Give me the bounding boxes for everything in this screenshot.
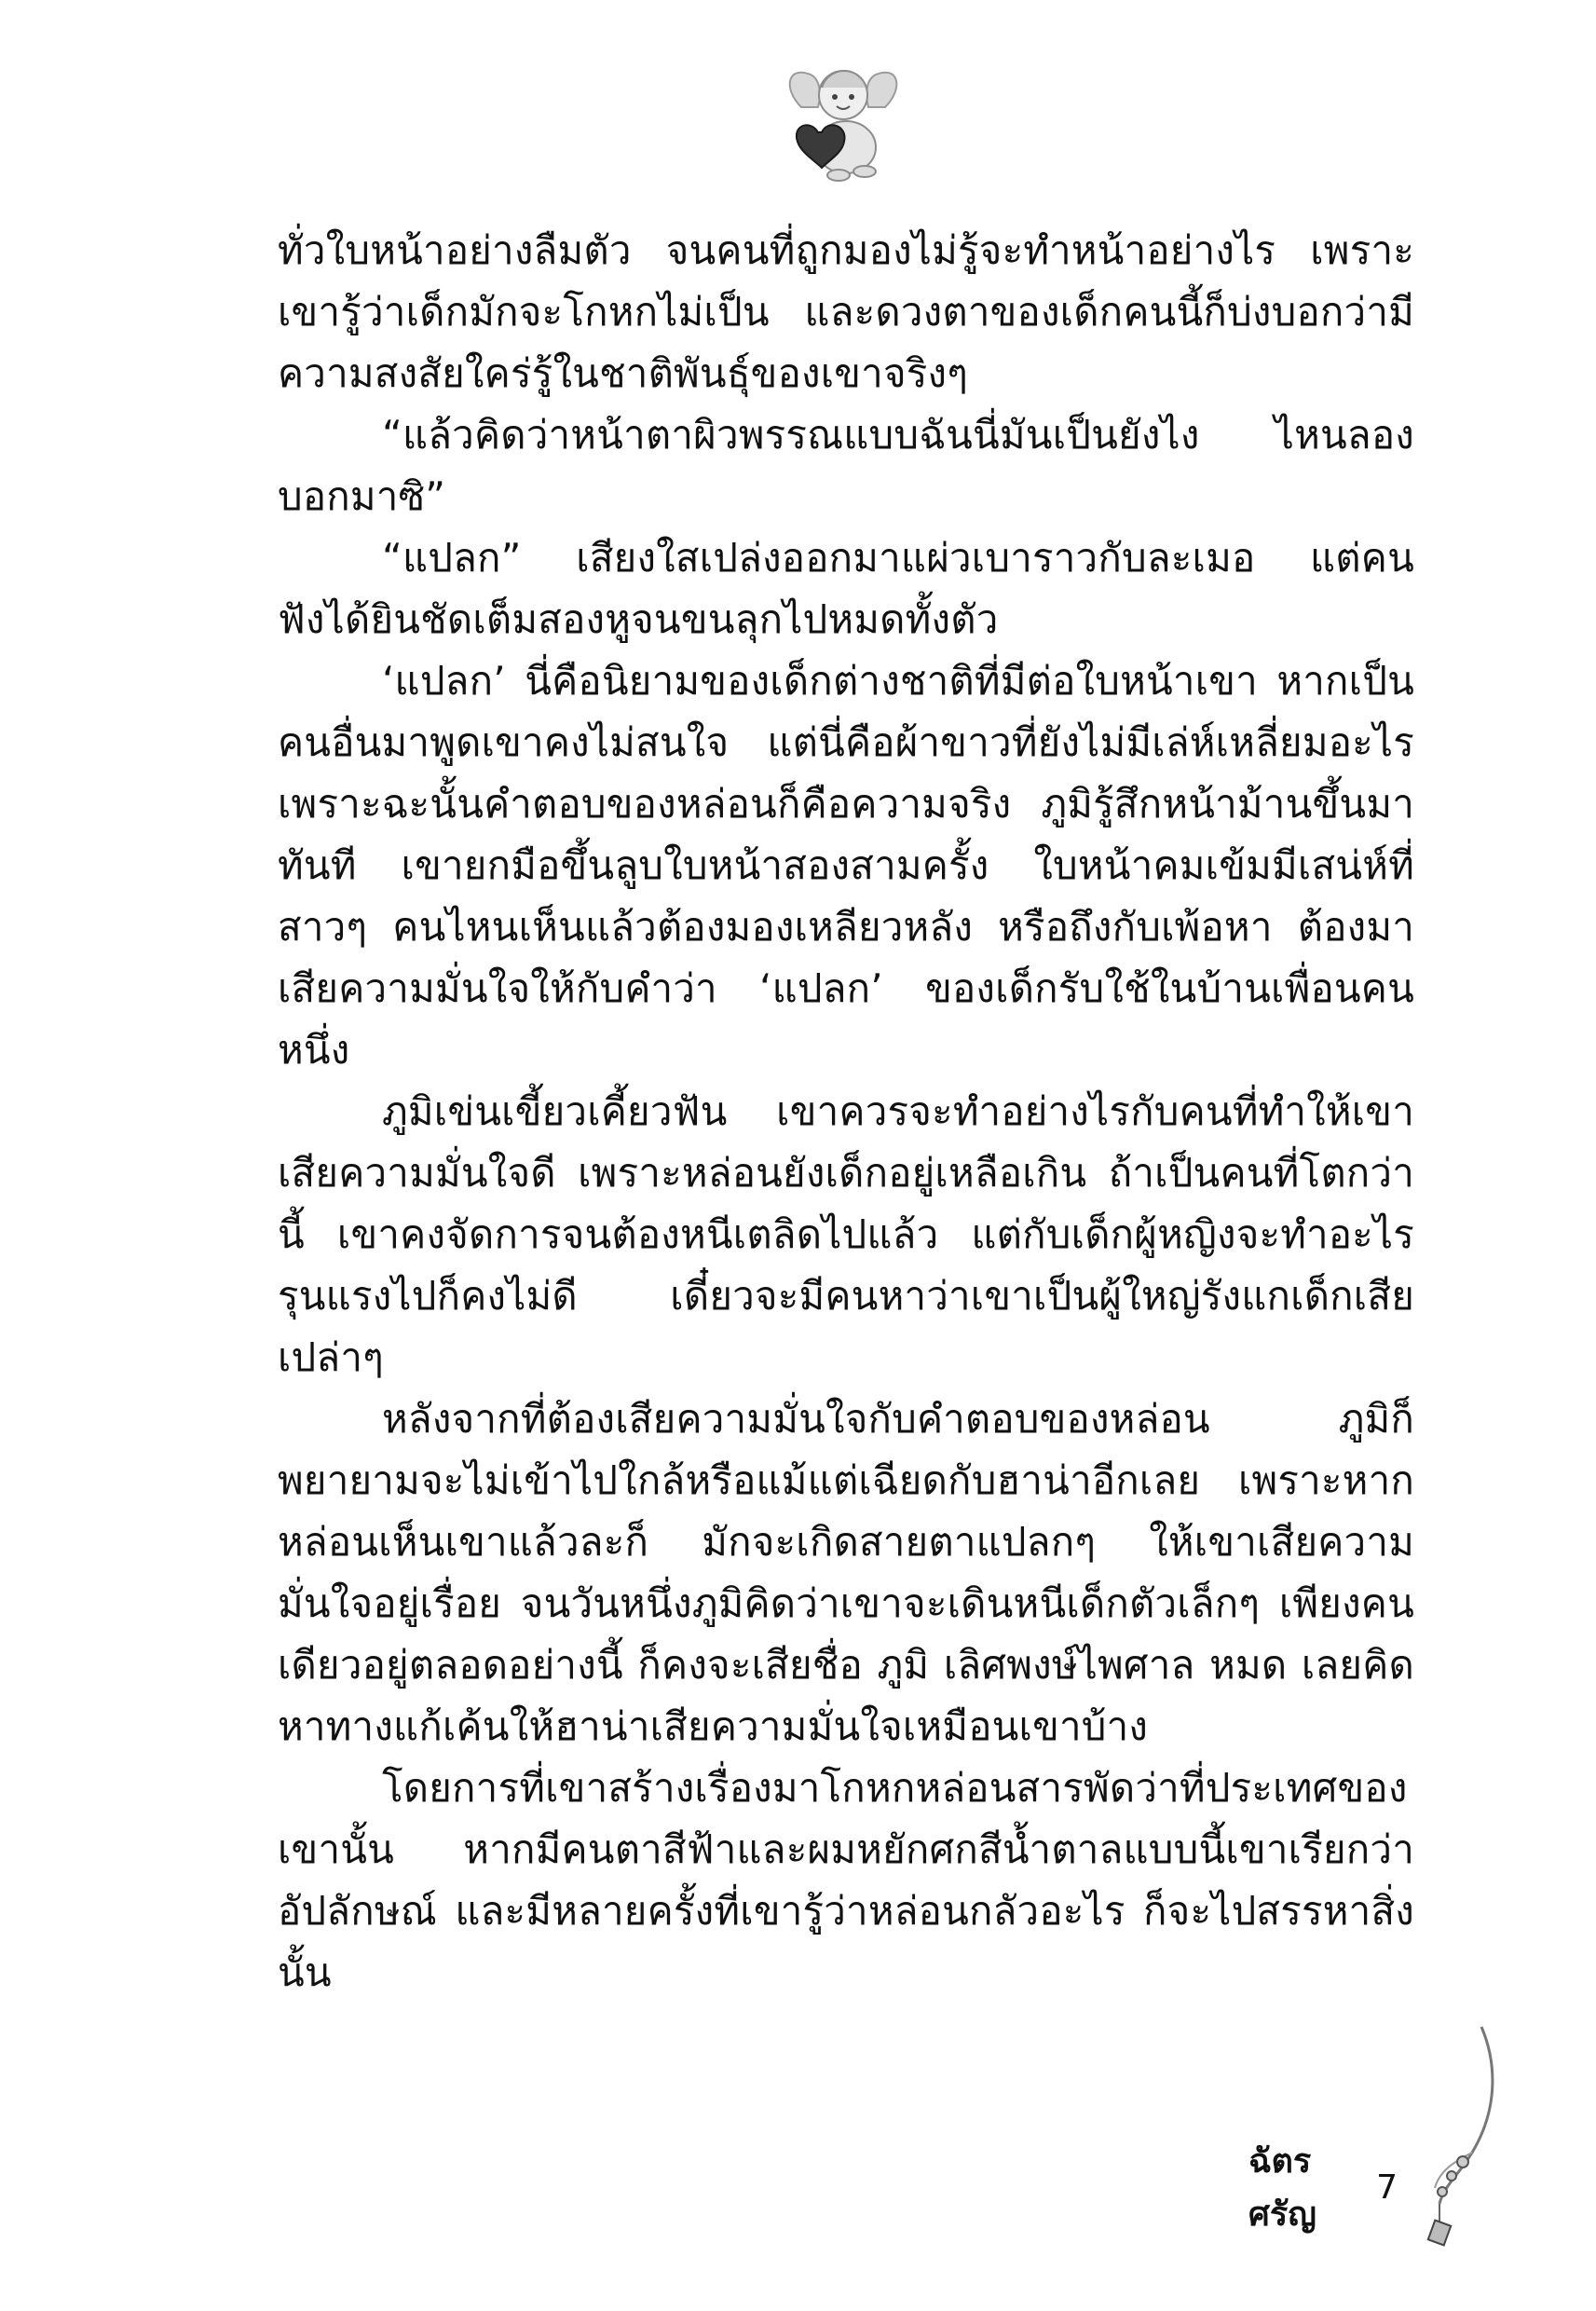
page-number: 7 [1376,2167,1398,2207]
hanging-jewelry-icon [1407,2022,1509,2274]
body-text [278,220,1414,2003]
paragraph: โดยการที่เขาสร้างเรื่องมาโกหกหล่อนสารพัดว่าที่ประเทศของเขานั้น หากมีคนตาสีฟ้าและผมหยักศกสีน้ำตาลแบบนี้เขาเรียกว่าอัปลักษณ์ และมีหลายครั้งที่เขารู้ว่าหล่อนกลัวอะไร ก็จะไปสรรหาสิ่งนั้น [278,1765,1414,1995]
paragraph: หลังจากที่ต้องเสียความมั่นใจกับคำตอบของหล่อน ภูมิก็พยายามจะไม่เข้าไปใกล้หรือแม้แต่เฉียดกับฮาน่าอีกเลย เพราะหากหล่อนเห็นเขาแล้วละก็ มักจะเกิดสายตาแปลกๆ ให้เขาเสียความมั่นใจอยู่เรื่อย จนวันหนึ่งภูมิคิดว่าเขาจะเดินหนีเด็กตัวเล็กๆ เพียงคนเดียวอยู่ตลอดอย่างนี้ ก็คงจะเสียชื่อ ภูมิ เลิศพงษ์ไพศาล หมด เลยคิดหาทางแก้เค้นให้ฮาน่าเสียความมั่นใจเหมือนเขาบ้าง [278,1396,1414,1749]
paragraph: “แปลก” เสียงใสเปล่งออกมาแผ่วเบาราวกับละเมอ แต่คนฟังได้ยินชัดเต็มสองหูจนขนลุกไปหมดทั้งตัว [278,535,1414,642]
paragraph: ทั่วใบหน้าอย่างลืมตัว จนคนที่ถูกมองไม่รู้จะทำหน้าอย่างไร เพราะเขารู้ว่าเด็กมักจะโกหกไม่เป็น และดวงตาของเด็กคนนี้ก็บ่งบอกว่ามีความสงสัยใคร่รู้ในชาติพันธุ์ของเขาจริงๆ [278,227,1414,396]
author-name: ฉัตรศรัญ [1248,2142,1316,2234]
cupid-with-heart-icon [783,56,904,186]
page-footer [1248,2142,1398,2234]
paragraph: ‘แปลก’ นี่คือนิยามของเด็กต่างชาติที่มีต่อใบหน้าเขา หากเป็นคนอื่นมาพูดเขาคงไม่สนใจ แต่นี่คือผ้าขาวที่ยังไม่มีเล่ห์เหลี่ยมอะไร เพราะฉะนั้นคำตอบของหล่อนก็คือความจริง ภูมิรู้สึกหน้าม้านขึ้นมาทันที เขายกมือขึ้นลูบใบหน้าสองสามครั้ง ใบหน้าคมเข้มมีเสน่ห์ที่สาวๆ คนไหนเห็นแล้วต้องมองเหลียวหลัง หรือถึงกับเพ้อหา ต้องมาเสียความมั่นใจให้กับคำว่า ‘แปลก’ ของเด็กรับใช้ในบ้านเพื่อนคนหนึ่ง [278,658,1414,1073]
paragraph: ภูมิเข่นเขี้ยวเคี้ยวฟัน เขาควรจะทำอย่างไรกับคนที่ทำให้เขาเสียความมั่นใจดี เพราะหล่อนยังเด็กอยู่เหลือเกิน ถ้าเป็นคนที่โตกว่านี้ เขาคงจัดการจนต้องหนีเตลิดไปแล้ว แต่กับเด็กผู้หญิงจะทำอะไรรุนแรงไปก็คงไม่ดี เดี๋ยวจะมีคนหาว่าเขาเป็นผู้ใหญ่รังแกเด็กเสียเปล่าๆ [278,1088,1414,1380]
paragraph: “แล้วคิดว่าหน้าตาผิวพรรณแบบฉันนี่มันเป็นยังไง ไหนลองบอกมาซิ” [278,412,1414,519]
